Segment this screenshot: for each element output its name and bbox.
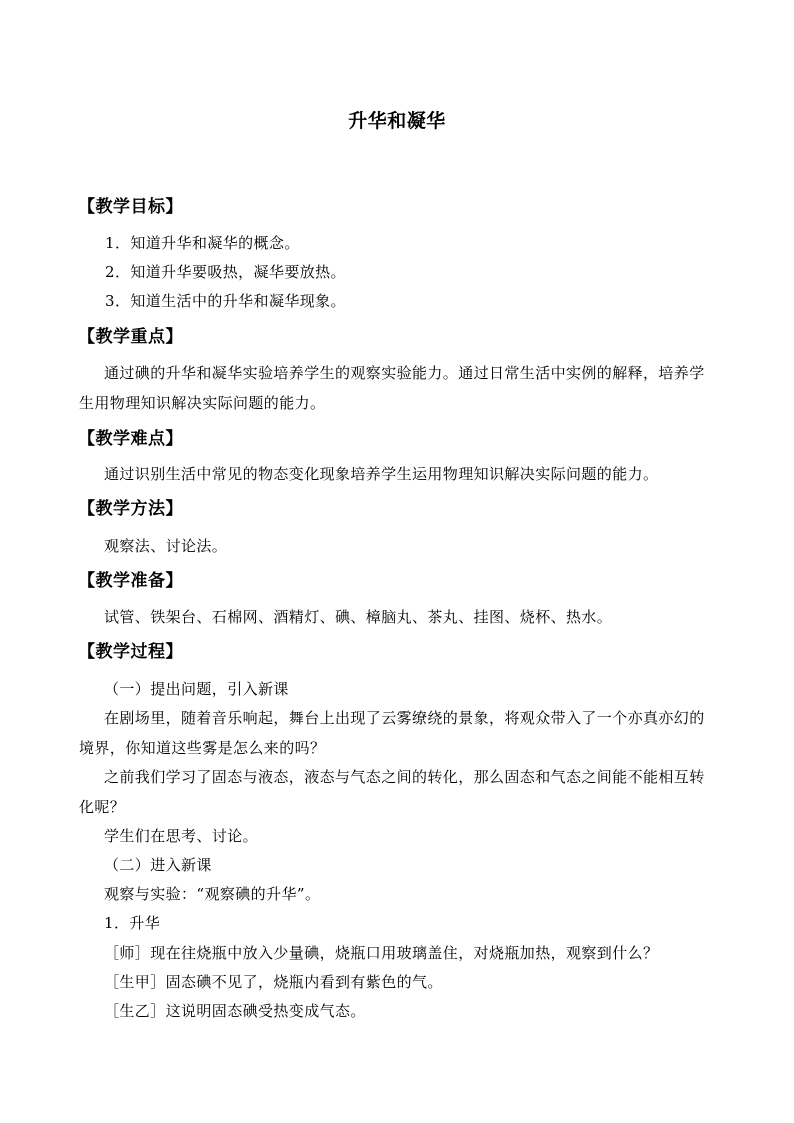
process-line-9: 1．升华	[104, 914, 161, 932]
section-heading-process: 【教学过程】	[78, 642, 183, 662]
process-line-5: 化呢？	[79, 798, 126, 816]
key-points-line-1: 通过碘的升华和凝华实验培养学生的观察实验能力。通过日常生活中实例的解释，培养学	[104, 364, 705, 382]
methods-line-1: 观察法、讨论法。	[104, 537, 228, 555]
goal-item-3: 3．知道生活中的升华和凝华现象。	[105, 292, 346, 310]
process-line-12: ［生乙］这说明固态碘受热变成气态。	[104, 1002, 366, 1020]
section-heading-methods: 【教学方法】	[78, 499, 183, 519]
process-line-10: ［师］现在往烧瓶中放入少量碘，烧瓶口用玻璃盖住，对烧瓶加热，观察到什么？	[104, 944, 659, 962]
difficulties-line-1: 通过识别生活中常见的物态变化现象培养学生运用物理知识解决实际问题的能力。	[104, 465, 659, 483]
goal-item-2: 2．知道升华要吸热，凝华要放热。	[105, 263, 346, 281]
section-heading-difficulties: 【教学难点】	[78, 429, 183, 449]
process-line-11: ［生甲］固态碘不见了，烧瓶内看到有紫色的气。	[104, 973, 443, 991]
process-line-2: 在剧场里，随着音乐响起，舞台上出现了云雾缭绕的景象，将观众带入了一个亦真亦幻的	[104, 709, 705, 727]
section-heading-preparation: 【教学准备】	[78, 571, 183, 591]
preparation-line-1: 试管、铁架台、石棉网、酒精灯、碘、樟脑丸、茶丸、挂图、烧杯、热水。	[104, 608, 613, 626]
process-line-6: 学生们在思考、讨论。	[104, 827, 259, 845]
goal-item-1: 1．知道升华和凝华的概念。	[105, 234, 300, 252]
process-line-4: 之前我们学习了固态与液态，液态与气态之间的转化，那么固态和气态之间能不能相互转	[104, 768, 705, 786]
process-line-1: （一）提出问题，引入新课	[104, 680, 289, 698]
process-line-7: （二）进入新课	[104, 856, 212, 874]
process-line-8: 观察与实验：“观察碘的升华”。	[104, 885, 321, 903]
key-points-line-2: 生用物理知识解决实际问题的能力。	[79, 394, 326, 412]
process-line-3: 境界，你知道这些雾是怎么来的吗？	[79, 739, 326, 757]
document-title: 升华和凝华	[348, 110, 446, 132]
section-heading-goals: 【教学目标】	[78, 197, 183, 217]
section-heading-key-points: 【教学重点】	[78, 327, 183, 347]
